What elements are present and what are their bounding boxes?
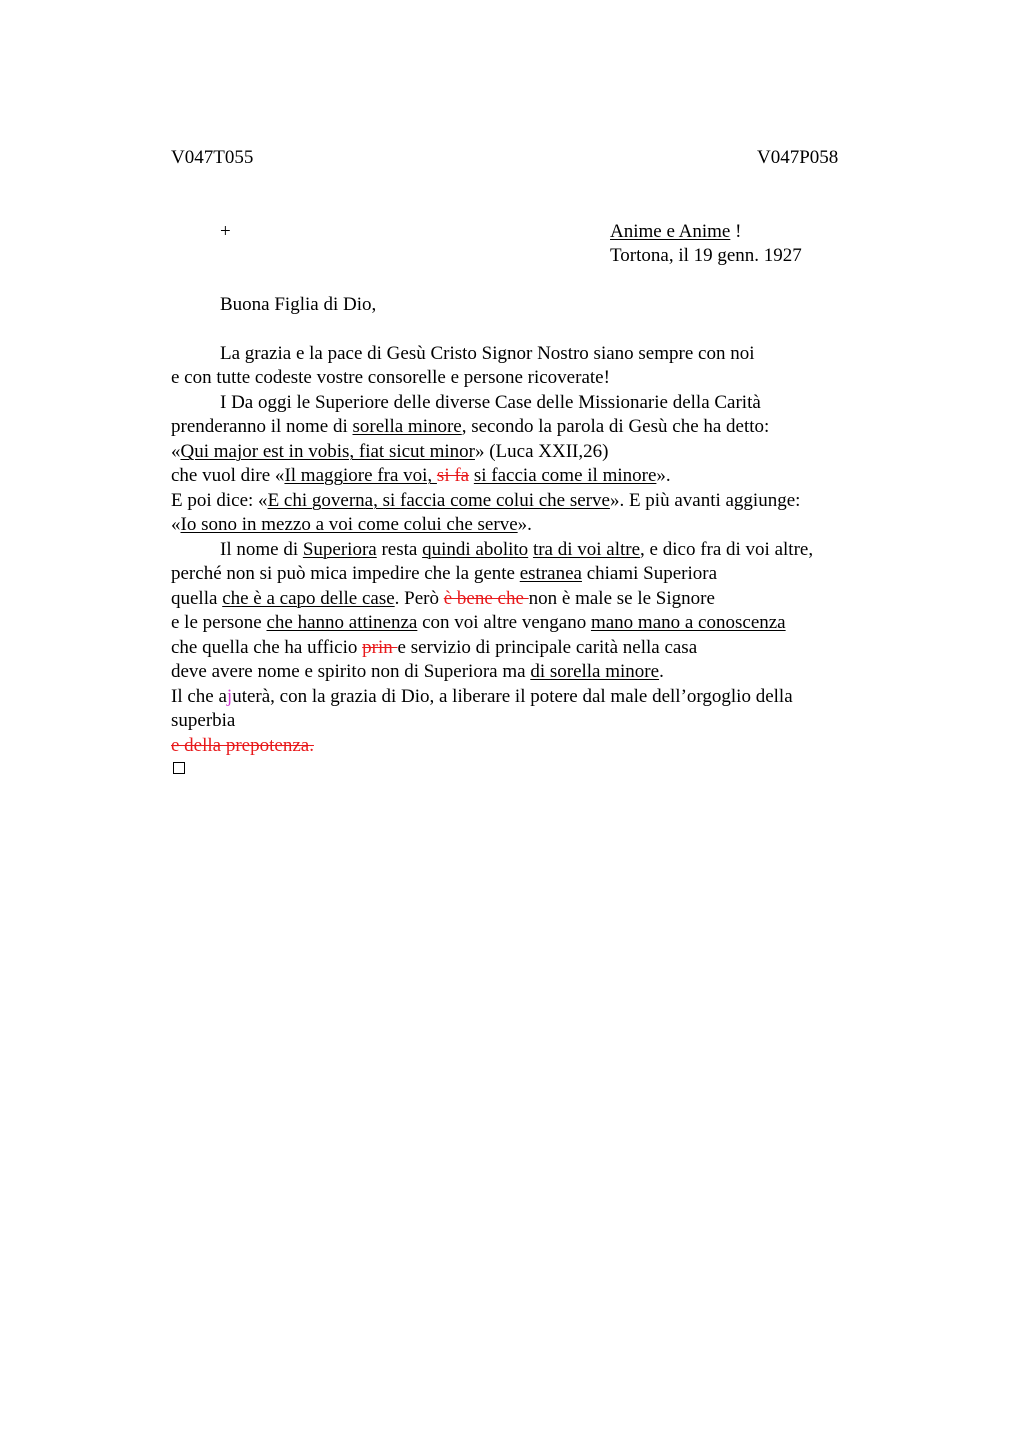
- text-line: [171, 660, 664, 684]
- underlined-text: E chi governa, si faccia come colui che serve: [267, 490, 610, 511]
- text-line: [171, 685, 793, 709]
- motto: [610, 221, 741, 243]
- text-segment: ». E più avanti aggiunge:: [609, 490, 801, 511]
- text-line: [171, 464, 671, 488]
- text-line: [171, 611, 786, 635]
- text-segment: E poi dice: «: [171, 490, 268, 511]
- text-segment: superbia: [171, 710, 236, 731]
- underlined-text: sorella minore: [352, 416, 462, 437]
- text-segment: ».: [517, 514, 532, 535]
- underlined-text: tra di voi altre: [532, 539, 641, 560]
- text-line: [171, 440, 608, 464]
- text-line: [220, 342, 755, 366]
- salutation: Buona Figlia di Dio,: [220, 294, 377, 315]
- deleted-text: prin: [362, 637, 398, 658]
- document-code-left: V047T055: [171, 147, 254, 168]
- inserted-text: j: [226, 686, 233, 707]
- checkbox-square-icon: [173, 762, 185, 774]
- underlined-text: si faccia come il minore: [473, 465, 657, 486]
- text-segment: che quella che ha ufficio: [171, 637, 363, 658]
- text-segment: uterà, con la grazia di Dio, a liberare il potere dal male dell’orgoglio della: [232, 686, 793, 707]
- underlined-text: di sorella minore: [530, 661, 660, 682]
- underlined-text: Il maggiore fra voi,: [284, 465, 437, 486]
- underlined-text: estranea: [519, 563, 582, 584]
- text-line: [171, 415, 769, 439]
- text-line: [171, 587, 715, 611]
- underlined-text: che hanno attinenza: [266, 612, 418, 633]
- text-line: [220, 391, 761, 415]
- underlined-text: Qui major est in vobis, fiat sicut minor: [180, 441, 475, 462]
- text-segment: , secondo la parola di Gesù che ha detto:: [461, 416, 770, 437]
- text-segment: , e dico fra di voi altre,: [640, 539, 814, 560]
- deleted-text: è bene che: [443, 588, 529, 609]
- text-segment: non è male se le Signore: [528, 588, 715, 609]
- text-segment: prenderanno il nome di: [171, 416, 353, 437]
- text-segment: con voi altre vengano: [417, 612, 591, 633]
- motto-text: Anime e Anime: [610, 221, 731, 242]
- text-line: [171, 366, 610, 390]
- deleted-text: e della prepotenza.: [171, 735, 314, 756]
- text-segment: e con tutte codeste vostre consorelle e persone ricoverate!: [171, 367, 610, 388]
- text-segment: I Da oggi le Superiore delle diverse Case delle Missionarie della Carità: [220, 392, 761, 413]
- text-line: [171, 489, 800, 513]
- dateline: Tortona, il 19 genn. 1927: [610, 245, 802, 266]
- text-segment: La grazia e la pace di Gesù Cristo Signor Nostro siano sempre con noi: [220, 343, 755, 364]
- text-line: [171, 562, 717, 586]
- text-segment: resta: [376, 539, 423, 560]
- cross-mark: +: [220, 221, 231, 242]
- underlined-text: Io sono in mezzo a voi come colui che serve: [180, 514, 518, 535]
- document-code-right: V047P058: [757, 147, 839, 168]
- text-segment: deve avere nome e spirito non di Superiora ma: [171, 661, 531, 682]
- text-segment: chiami Superiora: [581, 563, 718, 584]
- motto-suffix: !: [730, 221, 742, 242]
- text-segment: . Però: [394, 588, 444, 609]
- text-line: [171, 734, 314, 758]
- text-segment: .: [659, 661, 664, 682]
- underlined-text: quindi abolito: [422, 539, 529, 560]
- deleted-text: si fa: [436, 465, 470, 486]
- text-segment: Il nome di: [220, 539, 303, 560]
- text-line: [220, 538, 813, 562]
- text-line: [171, 636, 697, 660]
- text-segment: quella: [171, 588, 223, 609]
- text-segment: Il che a: [171, 686, 227, 707]
- text-line: [171, 709, 235, 733]
- text-segment: «: [171, 441, 181, 462]
- underlined-text: che è a capo delle case: [222, 588, 395, 609]
- underlined-text: mano mano a conoscenza: [590, 612, 786, 633]
- underlined-text: Superiora: [302, 539, 377, 560]
- text-segment: » (Luca XXII,26): [474, 441, 609, 462]
- text-segment: e servizio di principale carità nella casa: [397, 637, 698, 658]
- text-segment: e le persone: [171, 612, 267, 633]
- text-segment: ».: [656, 465, 671, 486]
- text-segment: perché non si può mica impedire che la gente: [171, 563, 520, 584]
- text-segment: che vuol dire «: [171, 465, 285, 486]
- text-line: [171, 513, 532, 537]
- text-segment: «: [171, 514, 181, 535]
